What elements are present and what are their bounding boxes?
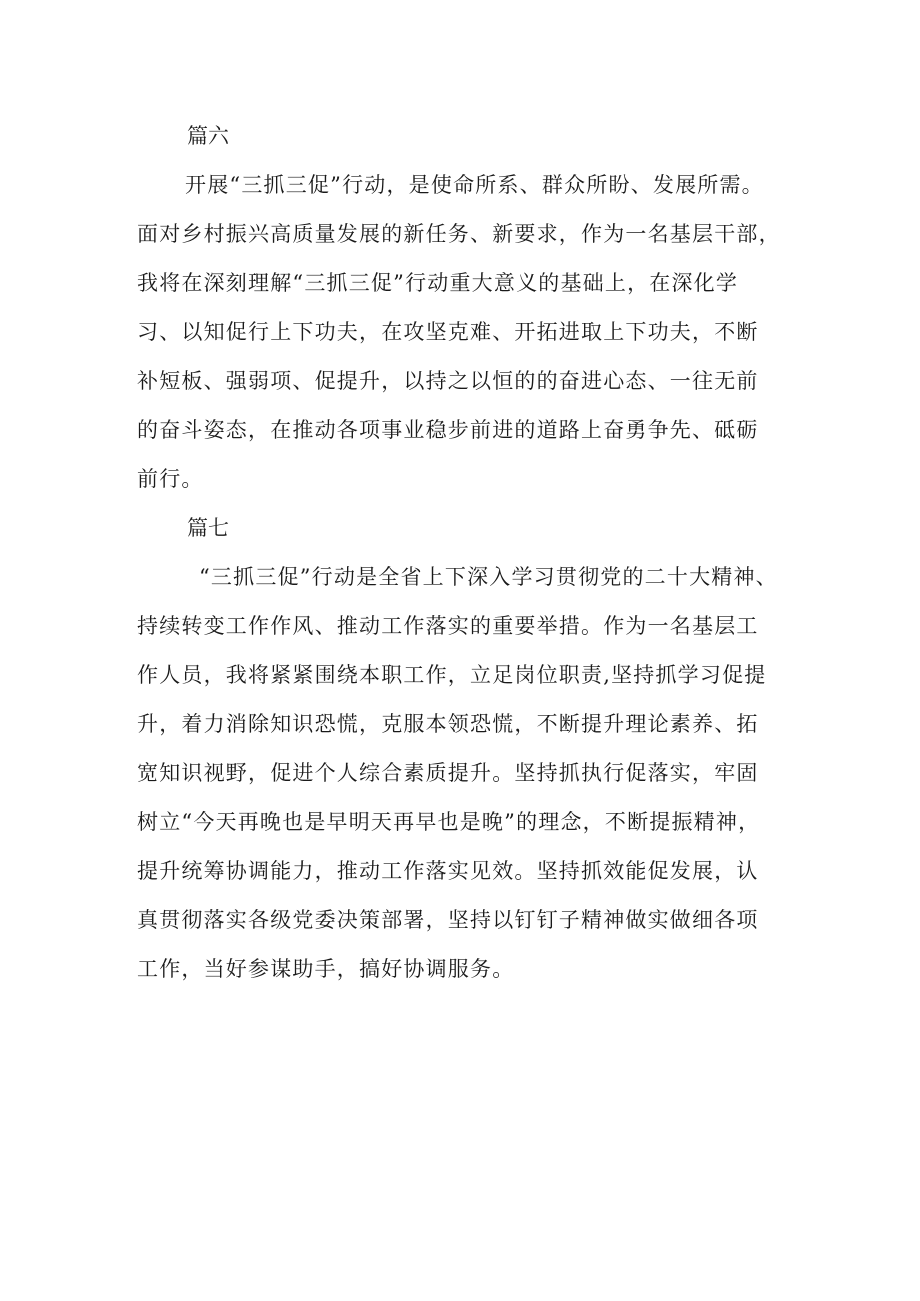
paragraph-line: 升，着力消除知识恐慌，克服本领恐慌，不断提升理论素养、拓 (137, 712, 759, 736)
section-heading-7: 篇七 (187, 516, 229, 540)
paragraph-line: 习、以知促行上下功夫，在攻坚克难、开拓进取上下功夫，不断 (137, 320, 759, 344)
paragraph-line: “三抓三促”行动是全省上下深入学习贯彻党的二十大精神、 (199, 565, 778, 589)
section-heading-6: 篇六 (187, 124, 229, 148)
paragraph-line: 宽知识视野，促进个人综合素质提升。坚持抓执行促落实，牢固 (137, 761, 759, 785)
paragraph-line: 的奋斗姿态，在推动各项事业稳步前进的道路上奋勇争先、砥砺 (137, 418, 759, 442)
paragraph-line: 补短板、强弱项、促提升，以持之以恒的的奋进心态、一往无前 (137, 369, 759, 393)
paragraph-line: 持续转变工作作风、推动工作落实的重要举措。作为一名基层工 (137, 614, 759, 638)
paragraph-line: 前行。 (137, 467, 204, 491)
document-page (137, 112, 803, 994)
paragraph-line: 工作，当好参谋助手，搞好协调服务。 (137, 957, 515, 981)
section-paragraph-7 (137, 553, 803, 994)
paragraph-line: 提升统筹协调能力，推动工作落实见效。坚持抓效能促发展，认 (137, 859, 759, 883)
paragraph-line: 树立“今天再晚也是早明天再早也是晚”的理念，不断提振精神， (137, 810, 761, 834)
paragraph-line: 我将在深刻理解“三抓三促”行动重大意义的基础上，在深化学 (137, 271, 739, 295)
paragraph-line: 开展“三抓三促”行动，是使命所系、群众所盼、发展所需。 (185, 173, 764, 197)
paragraph-line: 作人员，我将紧紧围绕本职工作，立足岗位职责,坚持抓学习促提 (137, 663, 767, 687)
paragraph-line: 真贯彻落实各级党委决策部署，坚持以钉钉子精神做实做细各项 (137, 908, 759, 932)
paragraph-line: 面对乡村振兴高质量发展的新任务、新要求，作为一名基层干部， (137, 222, 781, 246)
section-paragraph-6 (137, 161, 803, 504)
